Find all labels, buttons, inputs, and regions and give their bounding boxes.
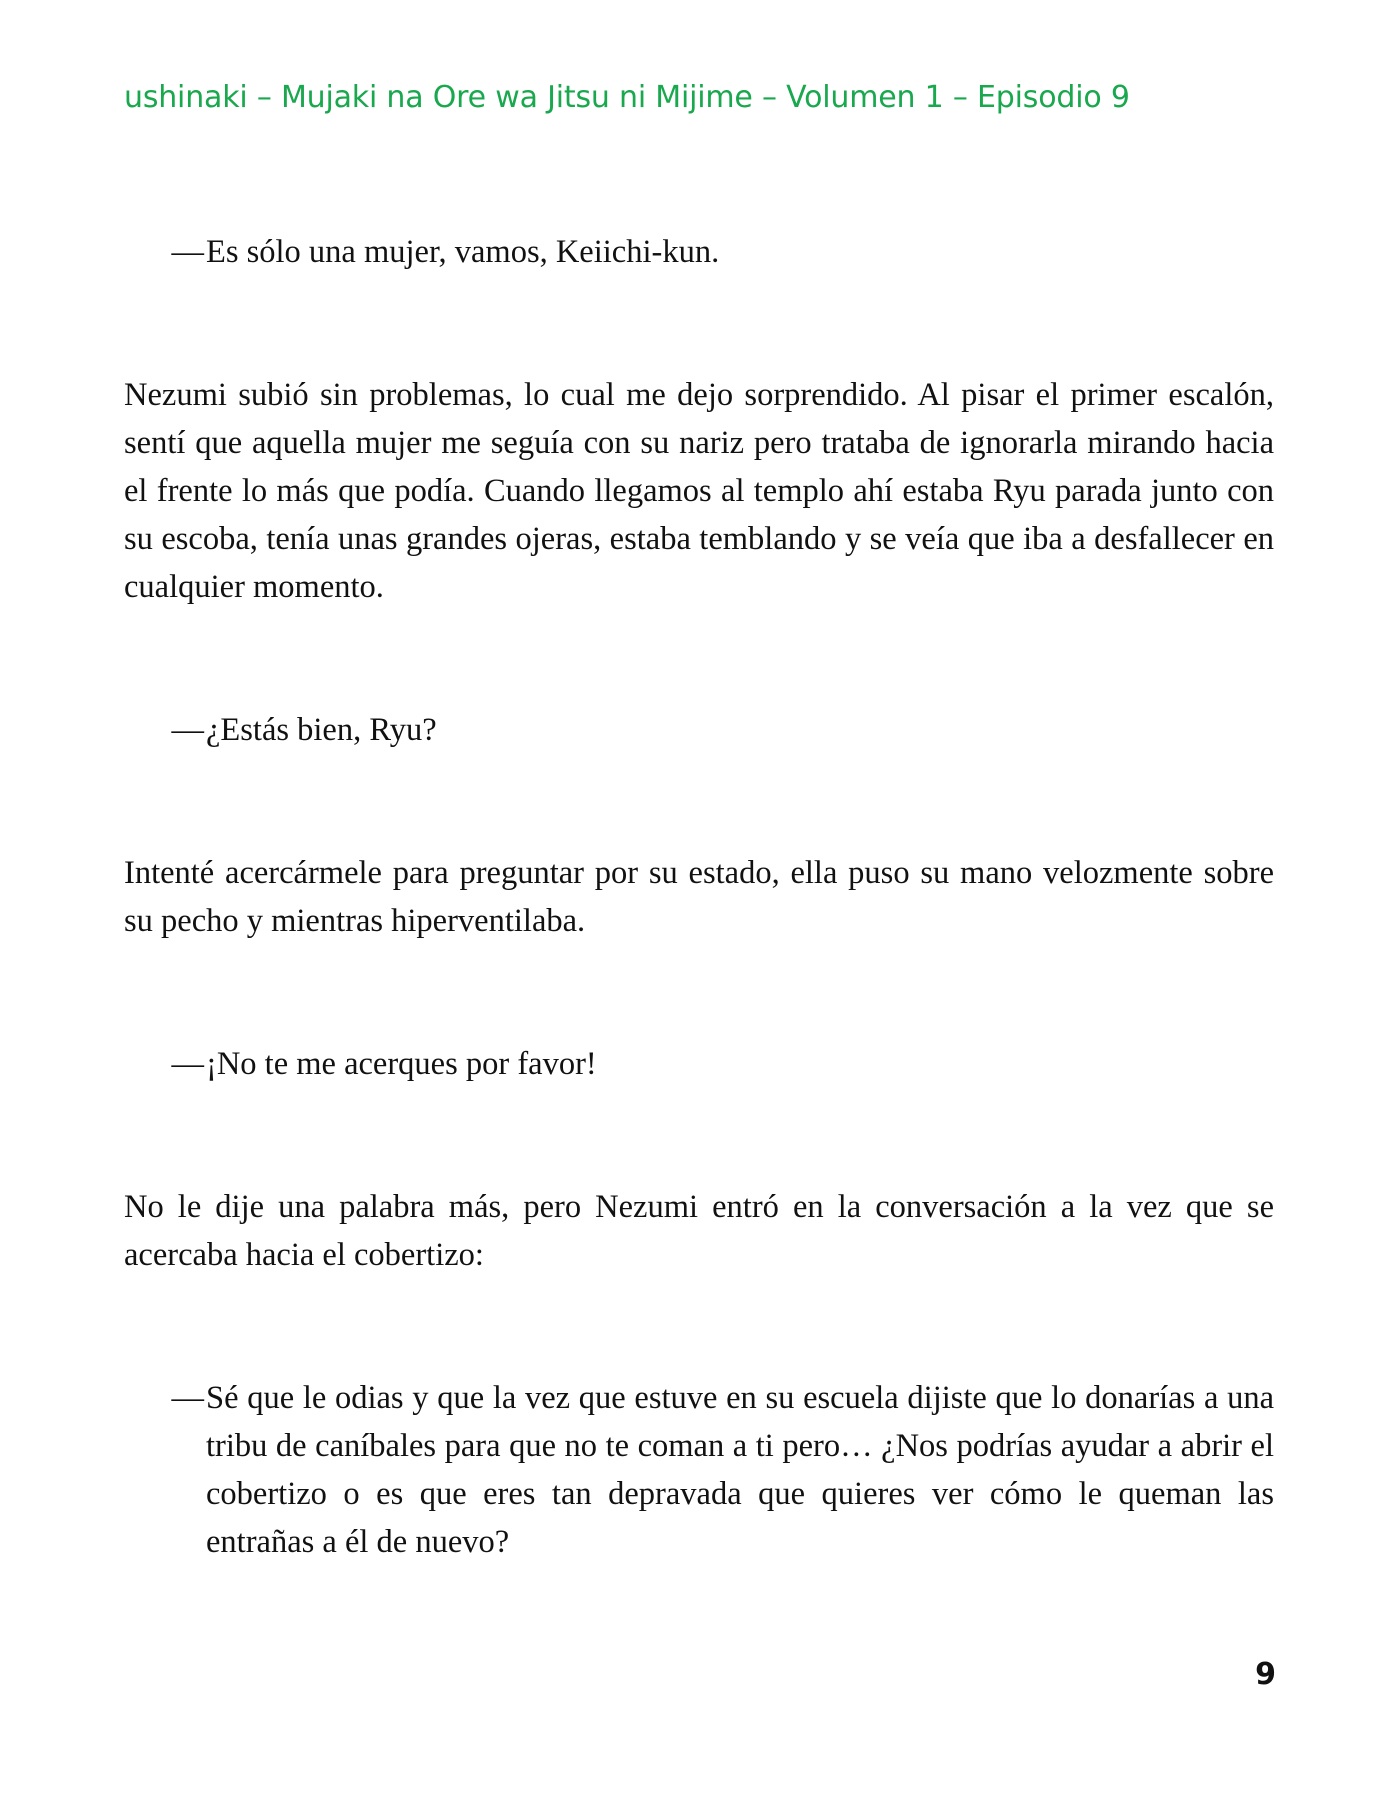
dialogue-text: ¿Estás bien, Ryu? — [206, 712, 437, 748]
dialogue-line — [124, 1040, 1274, 1088]
dialogue-line — [124, 706, 1274, 754]
dialogue-dash: — — [171, 712, 204, 748]
dialogue-line — [124, 1374, 1274, 1566]
narration-paragraph: No le dije una palabra más, pero Nezumi entró en la conversación a la vez que se acercaba hacia el cobertizo: — [124, 1189, 1274, 1273]
dialogue-dash: — — [171, 1046, 204, 1082]
page-body — [124, 228, 1274, 1661]
dialogue-text: Sé que le odias y que la vez que estuve en su escuela dijiste que lo donarías a una tribu de caníbales para que no te coman a ti pero… ¿Nos podrías ayudar a abrir el cobertizo o es que eres tan depravada que quieres ver cómo le queman las entrañas a él de nuevo? — [206, 1380, 1274, 1560]
narration-paragraph: Nezumi subió sin problemas, lo cual me dejo sorprendido. Al pisar el primer escalón, sentí que aquella mujer me seguía con su nariz pero trataba de ignorarla mirando hacia el frente lo más que podía. Cuando llegamos al templo ahí estaba Ryu parada junto con su escoba, tenía unas grandes ojeras, estaba temblando y se veía que iba a desfallecer en cualquier momento. — [124, 377, 1274, 605]
running-header: ushinaki – Mujaki na Ore wa Jitsu ni Mijime – Volumen 1 – Episodio 9 — [124, 80, 1130, 115]
dialogue-text: Es sólo una mujer, vamos, Keiichi-kun. — [206, 234, 720, 270]
page-number: 9 — [1255, 1657, 1276, 1692]
dialogue-dash: — — [171, 1380, 204, 1416]
dialogue-line — [124, 228, 1274, 276]
dialogue-dash: — — [171, 234, 204, 270]
narration-paragraph: Intenté acercármele para preguntar por su estado, ella puso su mano velozmente sobre su pecho y mientras hiperventilaba. — [124, 855, 1274, 939]
dialogue-text: ¡No te me acerques por favor! — [206, 1046, 597, 1082]
